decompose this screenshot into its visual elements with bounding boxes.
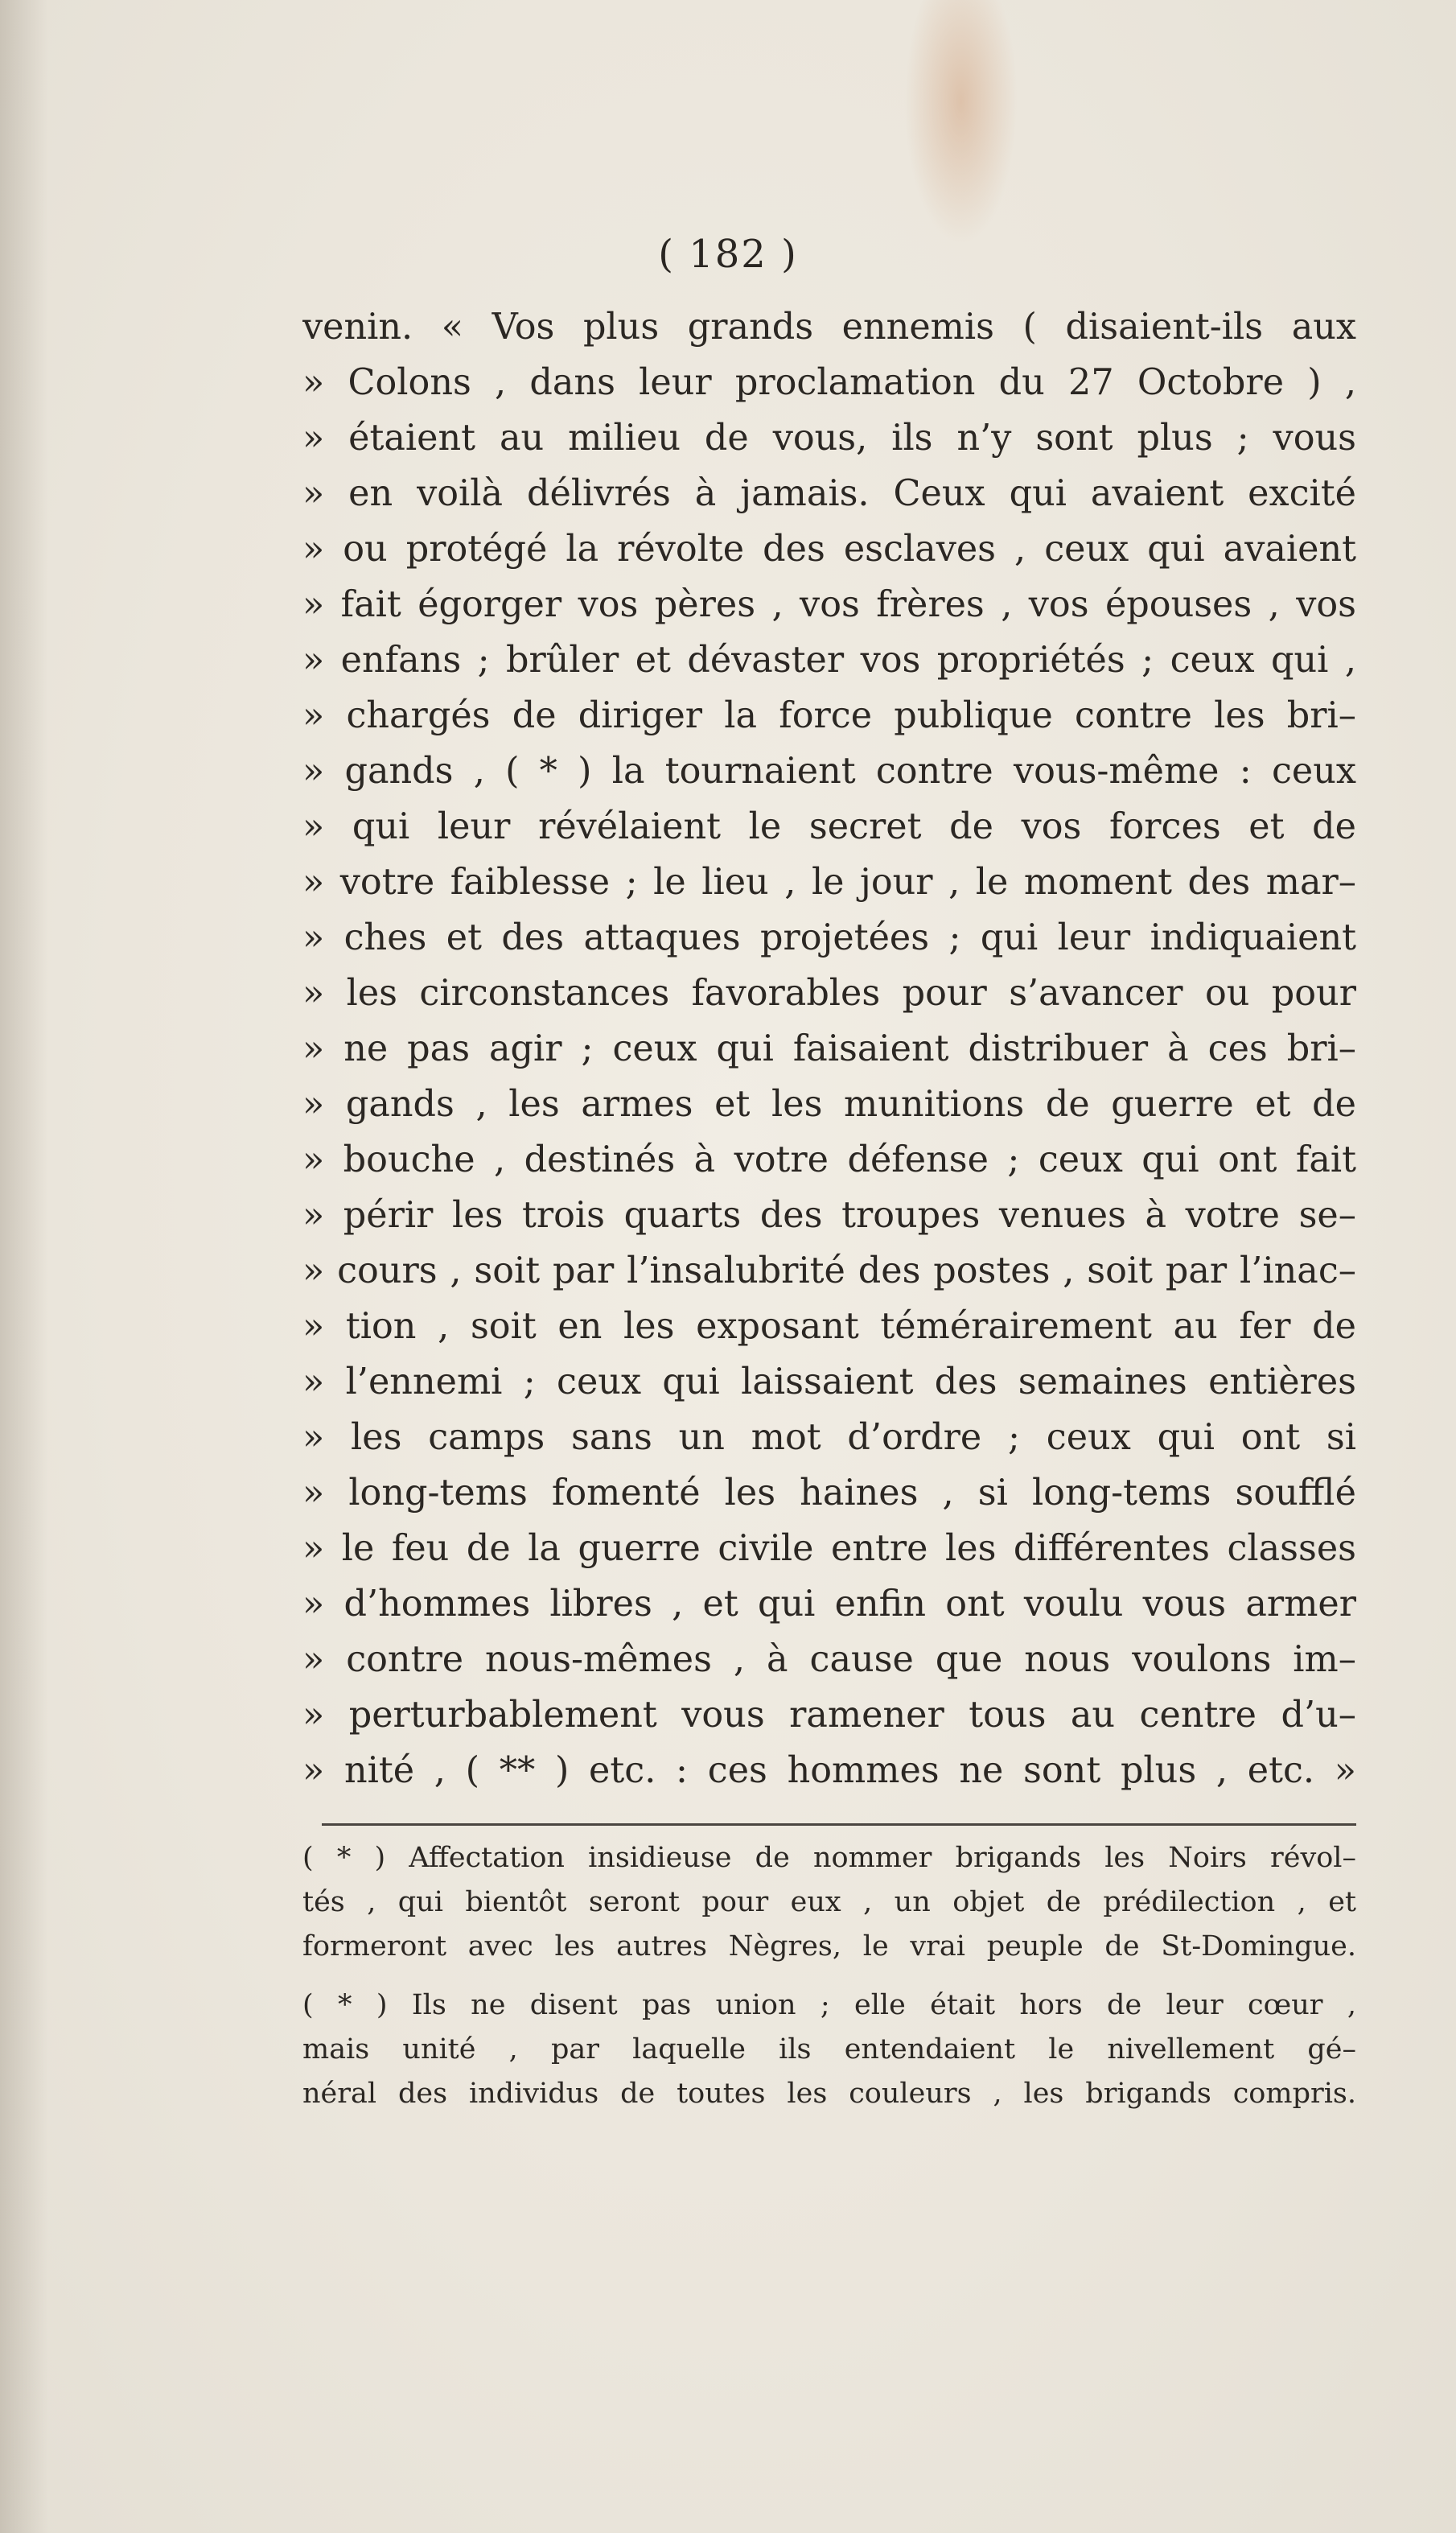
text-line: » en voilà délivrés à jamais. Ceux qui avaient excité — [302, 473, 1356, 514]
footnote-line: néral des individus de toutes les couleurs , les brigands compris. — [302, 2078, 1356, 2110]
text-line: » qui leur révélaient le secret de vos forces et de — [302, 806, 1356, 847]
footnote-line: formeront avec les autres Nègres, le vrai peuple de St-Domingue. — [302, 1930, 1356, 1963]
footnote-line: tés , qui bientôt seront pour eux , un objet de prédilection , et — [302, 1886, 1356, 1918]
text-line: » périr les trois quarts des troupes venues à votre se– — [302, 1195, 1356, 1236]
main-text-block — [302, 299, 1356, 1798]
text-line: » les camps sans un mot d’ordre ; ceux qui ont si — [302, 1417, 1356, 1458]
text-line: » ne pas agir ; ceux qui faisaient distribuer à ces bri– — [302, 1028, 1356, 1069]
text-line: » chargés de diriger la force publique contre les bri– — [302, 695, 1356, 736]
footnote-1 — [302, 1836, 1356, 1969]
footnote-line: ( * ) Ils ne disent pas union ; elle était hors de leur cœur , — [302, 1989, 1356, 2021]
text-line: » cours , soit par l’insalubrité des postes , soit par l’inac– — [302, 1250, 1356, 1291]
page-spine-shadow — [0, 0, 48, 2533]
text-line: » perturbablement vous ramener tous au centre d’u– — [302, 1695, 1356, 1736]
text-line: » gands , ( * ) la tournaient contre vous-même : ceux — [302, 751, 1356, 792]
text-line: » enfans ; brûler et dévaster vos propriétés ; ceux qui , — [302, 640, 1356, 681]
text-line: » Colons , dans leur proclamation du 27 Octobre ) , — [302, 362, 1356, 403]
footnotes-block — [302, 1836, 1356, 2116]
text-line: » votre faiblesse ; le lieu , le jour , le moment des mar– — [302, 862, 1356, 903]
text-line: » d’hommes libres , et qui enfin ont voulu vous armer — [302, 1584, 1356, 1625]
text-line: » ou protégé la révolte des esclaves , ceux qui avaient — [302, 529, 1356, 570]
page-number: ( 182 ) — [658, 232, 798, 277]
text-line: » ches et des attaques projetées ; qui leur indiquaient — [302, 917, 1356, 958]
text-line: » contre nous-mêmes , à cause que nous voulons im– — [302, 1639, 1356, 1680]
text-line: » long-tems fomenté les haines , si long-tems soufflé — [302, 1472, 1356, 1514]
footnote-divider — [322, 1823, 1356, 1826]
text-line: » nité , ( ** ) etc. : ces hommes ne sont plus , etc. » — [302, 1750, 1356, 1791]
text-line: » bouche , destinés à votre défense ; ceux qui ont fait — [302, 1139, 1356, 1180]
text-line: » tion , soit en les exposant témérairement au fer de — [302, 1306, 1356, 1347]
text-line: » le feu de la guerre civile entre les différentes classes — [302, 1528, 1356, 1569]
text-line: » gands , les armes et les munitions de guerre et de — [302, 1084, 1356, 1125]
footnote-line: ( * ) Affectation insidieuse de nommer brigands les Noirs révol– — [302, 1842, 1356, 1874]
footnote-2 — [302, 1983, 1356, 2116]
footnote-line: mais unité , par laquelle ils entendaient le nivellement gé– — [302, 2033, 1356, 2066]
text-line: » étaient au milieu de vous, ils n’y sont plus ; vous — [302, 418, 1356, 459]
text-line: venin. « Vos plus grands ennemis ( disaient-ils aux — [302, 307, 1356, 348]
text-line: » fait égorger vos pères , vos frères , vos épouses , vos — [302, 584, 1356, 625]
text-line: » les circonstances favorables pour s’avancer ou pour — [302, 973, 1356, 1014]
text-line: » l’ennemi ; ceux qui laissaient des semaines entières — [302, 1361, 1356, 1402]
